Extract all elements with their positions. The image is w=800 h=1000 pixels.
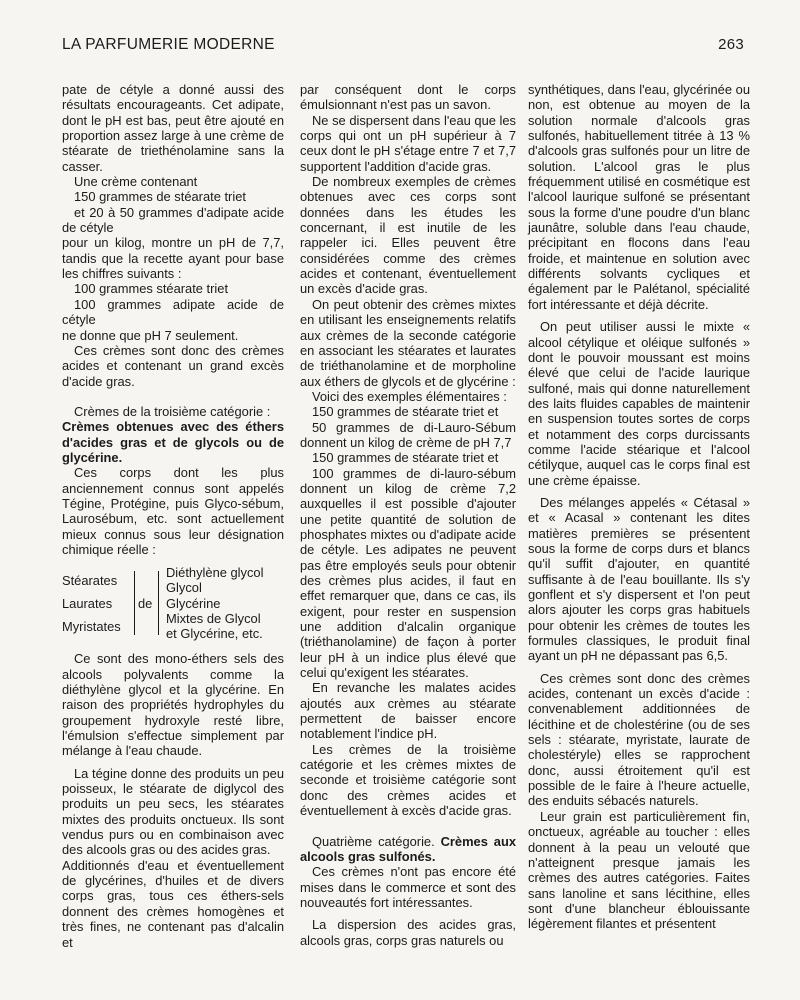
formula-right: Mixtes de Glycol bbox=[166, 611, 261, 627]
section-intro: Crèmes de la troisième catégorie : bbox=[74, 403, 271, 419]
section-heading: Crèmes aux alcools gras sulfonés. bbox=[300, 833, 516, 864]
column-right bbox=[528, 82, 750, 932]
formula-right: et Glycérine, etc. bbox=[166, 626, 263, 642]
formula-right: Glycol bbox=[166, 580, 202, 596]
text-line: ne donne que pH 7 seulement. bbox=[62, 327, 239, 343]
paragraph: par conséquent dont le corps émulsionnant n'est pas un savon. bbox=[300, 82, 516, 113]
page-number: 263 bbox=[718, 36, 744, 53]
paragraph: Ces crèmes sont donc des crèmes acides et contenant un grand excès d'acide gras. bbox=[62, 342, 284, 389]
running-header bbox=[62, 36, 744, 58]
text-line: pour un kilog, montre un pH de 7,7, tandis que la recette ayant pour base les chiffres suivants : bbox=[62, 235, 284, 282]
right-brace bbox=[158, 571, 159, 635]
left-brace bbox=[134, 571, 135, 635]
paragraph: Les crèmes de la troisième catégorie et les crèmes mixtes de seconde et troisième catégorie sont donc des crèmes acides et éventuellement à excès d'acide gras. bbox=[300, 741, 516, 819]
section-heading-line bbox=[300, 834, 516, 865]
paragraph: On peut utiliser aussi le mixte « alcool cétylique et oléique sulfonés » dont le pouvoir moussant est moins élevé que celui de l'acide laurique sulfoné, mais qui donne naturellement des laits fluides capables de maintenir en suspension toutes sortes de corps et notamment des corps durcissants comme l'acide stéarique et l'alcool cétilyque, auquel cas le corps final est une crème épaisse. bbox=[528, 319, 750, 488]
chemical-formula-table bbox=[62, 565, 284, 641]
text-line: 50 grammes de di-Lauro-Sébum donnent un kilog de crème de pH 7,7 bbox=[300, 419, 516, 450]
paragraph: Ce sont des mono-éthers sels des alcools polyvalents comme la diéthylène glycol et la glycérine. En raison des propriétés hydrophyles du groupement hydroxyle resté libre, l'émulsion s'effectue simplement par mélange à l'eau chaude. bbox=[62, 651, 284, 759]
paragraph: La dispersion des acides gras, alcools gras, corps gras naturels ou bbox=[300, 917, 516, 948]
paragraph: Des mélanges appelés « Cétasal » et « Acasal » contenant les dites matières premières se présentent sous la forme de corps durs et blancs qu'il suffit d'ajouter, en quantité suffisante à de l'eau bouillante. Ils s'y gonflent et s'y dispersent et l'on peut alors ajouter les corps gras habituels pour obtenir les crèmes de toutes les formules classiques, le produit final ayant un pH ne dépassant pas 6,5. bbox=[528, 494, 750, 664]
text-line: 100 grammes de di-lauro-sébum donnent un kilog de crème 7,2 auxquelles il est possible d'ajouter une petite quantité de solution de phosphates mixtes ou d'adipate acide de cétyle. Les adipates ne peuvent pas être employés seuls pour obtenir des crèmes plus acides, il faut en effet remarquer que, dans ce cas, ils exigent, pour rester en suspension une addition d'alcalin organique (triéthanolamine) de façon à porter leur pH à un indice plus élevé que celui qu'exigent les stéarates. bbox=[300, 465, 516, 681]
paragraph: Ne se dispersent dans l'eau que les corps qui ont un pH supérieur à 7 ceux dont le pH s'étage entre 7 et 7,7 supportent l'addition d'acide gras. bbox=[300, 112, 516, 174]
journal-title: LA PARFUMERIE MODERNE bbox=[62, 36, 275, 53]
formula-left: Myristates bbox=[62, 619, 121, 635]
formula-right: Glycérine bbox=[166, 596, 221, 612]
paragraph: Leur grain est particulièrement fin, onctueux, agréable au toucher : elles donnent à la peau un velouté que n'atteignent presque jamais les crèmes des autres catégories. Faites sans lanoline et sans lécithine, elles sont d'une blancheur éblouissante légèrement filantes et présentent bbox=[528, 808, 750, 932]
paragraph: Additionnés d'eau et éventuellement de glycérines, d'huiles et de divers corps gras, tous ces éthers-sels donnent des crèmes homogènes et très fines, ne contenant pas d'alcalin et bbox=[62, 857, 284, 950]
text-line: 150 grammes de stéarate triet et bbox=[312, 450, 499, 466]
text-line: et 20 à 50 grammes d'adipate acide de cétyle bbox=[62, 204, 284, 236]
paragraph: On peut obtenir des crèmes mixtes en utilisant les enseignements relatifs aux crèmes de la seconde catégorie en associant les stéarates et laurates de triéthanolamine et de morpholine aux éthers de glycols et de glycérine : bbox=[300, 296, 516, 389]
column-middle bbox=[300, 82, 516, 948]
text-line: Une crème contenant bbox=[74, 174, 198, 190]
text-line: 150 grammes de stéarate triet et bbox=[312, 404, 499, 420]
paragraph: De nombreux exemples de crèmes obtenues avec ces corps sont données dans les études les concernant, il est inutile de les rappeler ici. Elles peuvent être considérées comme des crèmes acides et contenant, éventuellement un excès d'acide gras. bbox=[300, 174, 516, 297]
formula-de: de bbox=[138, 596, 153, 612]
section-intro: Quatrième catégorie. bbox=[312, 833, 435, 849]
text-line: 100 grammes stéarate triet bbox=[74, 281, 229, 297]
text-line: 150 grammes de stéarate triet bbox=[74, 189, 246, 205]
paragraph: Ces corps dont les plus anciennement connus sont appelés Tégine, Protégine, puis Glyco-sébum, Laurosébum, etc. sont actuellement mieux connus sous leur désignation chimique réelle : bbox=[62, 465, 284, 557]
paragraph: Ces crèmes n'ont pas encore été mises dans le commerce et sont des nouveautés fort intéressantes. bbox=[300, 864, 516, 910]
formula-left: Laurates bbox=[62, 596, 113, 612]
text-line: Voici des exemples élémentaires : bbox=[312, 388, 507, 404]
section-heading: Crèmes obtenues avec des éthers d'acides gras et de glycols ou de glycérine. bbox=[62, 419, 284, 465]
paragraph: pate de cétyle a donné aussi des résultats encourageants. Cet adipate, dont le pH est bas, peut être ajouté en proportion assez large à une crème de stéarate de triethénolamine sans la casser. bbox=[62, 82, 284, 174]
text-line: 100 grammes adipate acide de cétyle bbox=[62, 296, 284, 328]
paragraph: synthétiques, dans l'eau, glycérinée ou non, est obtenue au moyen de la solution normale d'alcools gras sulfonés, habituellement titrée à 13 % d'alcools gras sulfonés pour un litre de solution. L'alcool gras le plus fréquemment utilisé en cosmétique est l'alcool laurique sulfoné se présentant sous la forme d'une poudre d'un blanc jaunâtre, soluble dans l'eau chaude, précipitant en flocons dans l'eau froide, et maintenue en solution avec différents solvants cycliques et également par le Palétanol, spécialité fort intéressante et déjà décrite. bbox=[528, 82, 750, 312]
formula-right: Diéthylène glycol bbox=[166, 565, 264, 581]
paragraph: La tégine donne des produits un peu poisseux, le stéarate de diglycol des produits un peu secs, les stéarates mixtes des produits onctueux. Ils sont vendus purs ou en combinaison avec des alcools gras ou des acides gras. bbox=[62, 765, 284, 858]
formula-left: Stéarates bbox=[62, 573, 118, 589]
column-left bbox=[62, 82, 284, 950]
paragraph: En revanche les malates acides ajoutés aux crèmes au stéarate permettent de baisser encore notablement l'indice pH. bbox=[300, 680, 516, 742]
paragraph: Ces crèmes sont donc des crèmes acides, contenant un excès d'acide : convenablement additionnées de lécithine et de cholestérine (ou de ses sels : stéarate, myristate, laurate de cholestéryle) elles se rapprochent donc, aussi étroitement qu'il est possible de le faire à l'heure actuelle, des enduits sébacés naturels. bbox=[528, 670, 750, 809]
